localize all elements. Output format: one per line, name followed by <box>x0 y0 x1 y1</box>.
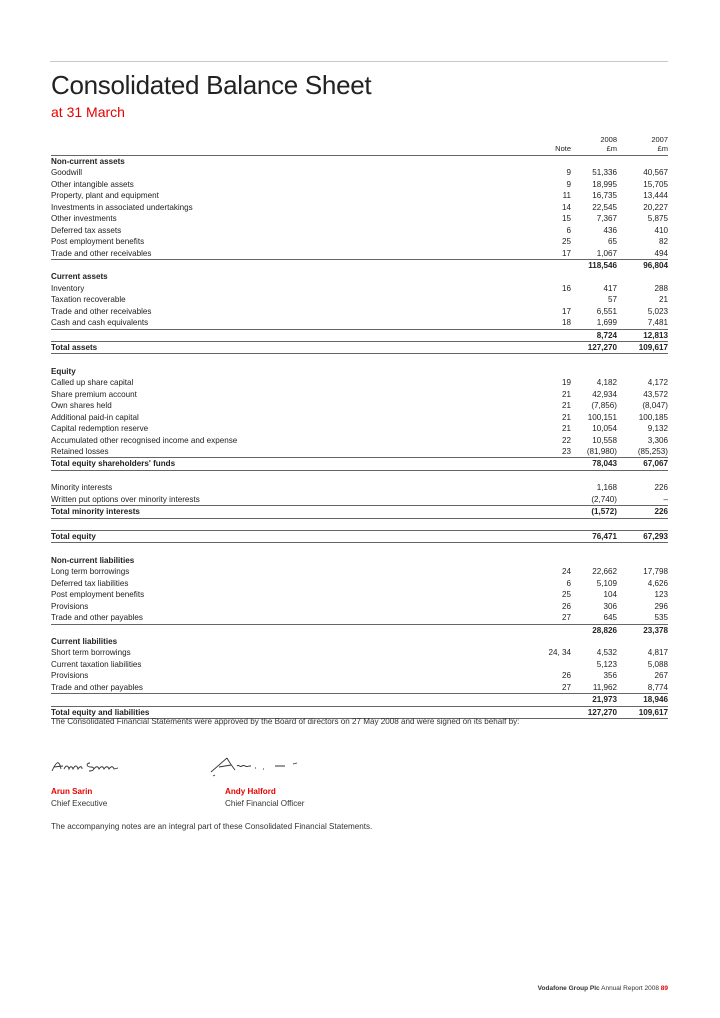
value-2008: 8,724 <box>596 330 617 340</box>
unit-2008-header: £m <box>606 144 617 153</box>
value-2008: 51,336 <box>592 168 617 178</box>
row-note: 21 <box>561 424 571 434</box>
table-row <box>51 670 668 681</box>
section-heading-row <box>51 636 668 647</box>
row-note: 9 <box>566 179 571 189</box>
row-note: 11 <box>562 191 571 201</box>
value-2007: 82 <box>658 237 668 247</box>
spacer-row <box>51 471 668 482</box>
row-label: Taxation recoverable <box>51 295 126 305</box>
table-row <box>51 589 668 600</box>
value-2007: – <box>663 494 668 504</box>
row-label: Total minority interests <box>51 507 140 517</box>
value-2007: 13,444 <box>643 191 668 201</box>
row-label: Provisions <box>51 601 89 611</box>
footer-company: Vodafone Group Plc <box>537 985 600 992</box>
row-label: Cash and cash equivalents <box>51 318 149 328</box>
table-row <box>51 167 668 178</box>
value-2008: 104 <box>603 590 617 600</box>
value-2007: 226 <box>654 483 668 493</box>
row-label: Long term borrowings <box>51 567 130 577</box>
row-note: 25 <box>561 590 571 600</box>
row-label: Trade and other receivables <box>51 248 152 258</box>
value-2007: 3,306 <box>647 435 668 445</box>
year-2007-header: 2007 <box>651 135 668 144</box>
row-note: 17 <box>561 306 571 316</box>
table-row <box>51 482 668 493</box>
row-label: Total equity and liabilities <box>51 707 150 717</box>
spacer-row <box>51 354 668 365</box>
table-row <box>51 330 668 342</box>
value-2007: 21 <box>658 295 668 305</box>
value-2007: 5,875 <box>647 214 668 224</box>
row-note: 26 <box>561 601 571 611</box>
table-row <box>51 306 668 317</box>
table-row <box>51 248 668 260</box>
value-2008: 57 <box>607 295 617 305</box>
value-2007: 96,804 <box>643 260 668 270</box>
table-row <box>51 682 668 694</box>
row-label: Deferred tax assets <box>51 225 122 235</box>
table-row <box>51 213 668 224</box>
row-label: Trade and other payables <box>51 613 143 623</box>
table-row <box>51 400 668 411</box>
section-heading-row <box>51 366 668 377</box>
table-row <box>51 389 668 400</box>
row-label: Minority interests <box>51 483 113 493</box>
table-row <box>51 236 668 247</box>
value-2007: 20,227 <box>643 202 668 212</box>
row-label: Investments in associated undertakings <box>51 202 193 212</box>
page-subtitle: at 31 March <box>51 104 125 120</box>
row-label: Total equity <box>51 532 96 541</box>
table-row <box>51 435 668 446</box>
value-2008: 356 <box>603 671 617 681</box>
value-2008: 22,662 <box>592 567 617 577</box>
value-2008: 10,558 <box>592 435 617 445</box>
value-2007: 9,132 <box>647 424 668 434</box>
value-2007: 40,567 <box>643 168 668 178</box>
row-label: Additional paid-in capital <box>51 412 139 422</box>
table-row <box>51 317 668 329</box>
row-note: 18 <box>561 318 571 328</box>
signatory-2-name: Andy Halford <box>225 787 276 796</box>
value-2007: 4,172 <box>647 378 668 388</box>
page-number: 89 <box>660 985 668 992</box>
value-2007: 109,617 <box>638 707 668 717</box>
table-row <box>51 694 668 706</box>
value-2008: 5,109 <box>596 578 617 588</box>
row-note: 21 <box>561 389 571 399</box>
row-label: Trade and other receivables <box>51 306 152 316</box>
value-2007: 12,813 <box>643 330 668 340</box>
value-2007: 17,798 <box>643 567 668 577</box>
signatory-2-role: Chief Financial Officer <box>225 799 305 808</box>
value-2007: 296 <box>654 601 668 611</box>
row-label: Non-current assets <box>51 157 125 166</box>
value-2007: 410 <box>654 225 668 235</box>
value-2008: 78,043 <box>592 459 617 469</box>
value-2008: (1,572) <box>591 507 617 517</box>
value-2008: 21,973 <box>592 695 617 705</box>
note-column-header: Note <box>555 144 571 153</box>
row-note: 23 <box>561 446 571 456</box>
andy-halford-signature <box>205 752 305 778</box>
row-note: 26 <box>561 671 571 681</box>
value-2007: 4,626 <box>647 578 668 588</box>
value-2008: 7,367 <box>596 214 617 224</box>
signatory-1-role: Chief Executive <box>51 799 108 808</box>
row-note: 27 <box>561 682 571 692</box>
table-row <box>51 225 668 236</box>
row-label: Other intangible assets <box>51 179 134 189</box>
row-note: 24 <box>561 567 571 577</box>
value-2007: 43,572 <box>643 389 668 399</box>
unit-2007-header: £m <box>657 144 668 153</box>
section-heading-row <box>51 555 668 566</box>
value-2007: 535 <box>654 613 668 623</box>
row-label: Capital redemption reserve <box>51 424 149 434</box>
row-label: Total equity shareholders' funds <box>51 459 176 469</box>
value-2007: 109,617 <box>638 343 668 352</box>
table-row <box>51 659 668 670</box>
value-2008: 4,532 <box>596 648 617 658</box>
table-row <box>51 283 668 294</box>
row-label: Post employment benefits <box>51 590 145 600</box>
value-2008: 1,168 <box>596 483 617 493</box>
row-label: Trade and other payables <box>51 682 143 692</box>
row-note: 16 <box>561 283 571 293</box>
row-label: Equity <box>51 366 76 376</box>
table-row <box>51 578 668 589</box>
footer-report: Annual Report 2008 <box>601 985 659 992</box>
page-footer <box>538 985 668 992</box>
row-note: 15 <box>561 214 571 224</box>
value-2007: 494 <box>654 248 668 258</box>
row-label: Provisions <box>51 671 89 681</box>
row-note: 22 <box>561 435 571 445</box>
value-2007: 5,088 <box>647 659 668 669</box>
value-2008: 127,270 <box>587 343 617 352</box>
value-2007: 23,378 <box>643 625 668 635</box>
value-2007: 288 <box>654 283 668 293</box>
row-label: Current liabilities <box>51 636 118 646</box>
table-row <box>51 506 668 518</box>
value-2007: 18,946 <box>643 695 668 705</box>
value-2008: 4,182 <box>596 378 617 388</box>
table-row <box>51 531 668 543</box>
row-label: Inventory <box>51 283 85 293</box>
value-2008: 417 <box>603 283 617 293</box>
approval-statement: The Consolidated Financial Statements were approved by the Board of directors on 27 May 2008 and were signed on its behalf by: <box>51 717 520 726</box>
spacer-row <box>51 543 668 554</box>
table-row <box>51 294 668 305</box>
row-note: 27 <box>561 613 571 623</box>
value-2008: (81,980) <box>586 446 617 456</box>
row-label: Total assets <box>51 343 98 352</box>
value-2008: 42,934 <box>592 389 617 399</box>
section-heading-row <box>51 271 668 282</box>
value-2007: 67,067 <box>643 459 668 469</box>
value-2007: 123 <box>654 590 668 600</box>
row-label: Current taxation liabilities <box>51 659 142 669</box>
table-row <box>51 423 668 434</box>
value-2007: (8,047) <box>642 401 668 411</box>
signatory-1-name: Arun Sarin <box>51 787 93 796</box>
table-row <box>51 202 668 213</box>
row-note: 25 <box>561 237 571 247</box>
value-2008: 22,545 <box>592 202 617 212</box>
row-note: 14 <box>561 202 571 212</box>
value-2008: 127,270 <box>587 707 617 717</box>
value-2008: 1,699 <box>596 318 617 328</box>
row-label: Share premium account <box>51 389 137 399</box>
table-row <box>51 647 668 658</box>
value-2008: (7,856) <box>591 401 617 411</box>
spacer-row <box>51 519 668 531</box>
row-note: 6 <box>566 225 571 235</box>
row-label: Written put options over minority interests <box>51 494 200 504</box>
value-2008: 306 <box>603 601 617 611</box>
value-2008: 5,123 <box>596 659 617 669</box>
table-row <box>51 179 668 190</box>
table-row <box>51 342 668 354</box>
table-row <box>51 446 668 458</box>
value-2008: 11,962 <box>592 682 617 692</box>
row-label: Current assets <box>51 272 108 282</box>
value-2008: 436 <box>603 225 617 235</box>
row-note: 6 <box>566 578 571 588</box>
row-label: Other investments <box>51 214 117 224</box>
value-2008: 6,551 <box>596 306 617 316</box>
table-row <box>51 458 668 470</box>
value-2008: 1,067 <box>596 248 617 258</box>
row-note: 24, 34 <box>548 648 571 658</box>
value-2007: 100,185 <box>638 412 668 422</box>
table-row <box>51 566 668 577</box>
value-2008: 18,995 <box>592 179 617 189</box>
value-2007: 15,705 <box>643 179 668 189</box>
value-2007: 7,481 <box>647 318 668 328</box>
section-heading-row <box>51 156 668 167</box>
value-2008: 16,735 <box>592 191 617 201</box>
value-2008: 645 <box>603 613 617 623</box>
value-2008: 65 <box>607 237 617 247</box>
value-2008: (2,740) <box>591 494 617 504</box>
value-2007: 8,774 <box>647 682 668 692</box>
top-rule <box>50 61 668 62</box>
table-row <box>51 412 668 423</box>
row-label: Non-current liabilities <box>51 555 135 565</box>
row-note: 9 <box>566 168 571 178</box>
row-label: Own shares held <box>51 401 112 411</box>
row-label: Retained losses <box>51 446 109 456</box>
row-label: Goodwill <box>51 168 83 178</box>
value-2008: 28,826 <box>592 625 617 635</box>
value-2007: 5,023 <box>647 306 668 316</box>
page-title: Consolidated Balance Sheet <box>51 70 372 100</box>
value-2008: 100,151 <box>587 412 617 422</box>
table-row <box>51 601 668 612</box>
row-note: 19 <box>561 378 571 388</box>
arun-sarin-signature <box>50 754 120 776</box>
value-2007: 226 <box>654 507 668 517</box>
value-2008: 118,546 <box>588 260 617 270</box>
table-row <box>51 260 668 271</box>
table-row <box>51 625 668 636</box>
row-note: 17 <box>561 248 571 258</box>
row-label: Called up share capital <box>51 378 134 388</box>
row-label: Deferred tax liabilities <box>51 578 129 588</box>
value-2008: 10,054 <box>592 424 617 434</box>
table-row <box>51 377 668 388</box>
row-label: Property, plant and equipment <box>51 191 159 201</box>
value-2007: (85,253) <box>637 446 668 456</box>
year-2008-header: 2008 <box>600 135 617 144</box>
row-label: Short term borrowings <box>51 648 131 658</box>
table-body <box>51 156 668 719</box>
table-row <box>51 494 668 506</box>
value-2007: 67,293 <box>643 532 668 541</box>
notes-statement: The accompanying notes are an integral part of these Consolidated Financial Statements. <box>51 822 373 831</box>
row-label: Post employment benefits <box>51 237 145 247</box>
table-row <box>51 612 668 624</box>
row-label: Accumulated other recognised income and expense <box>51 435 238 445</box>
row-note: 21 <box>561 401 571 411</box>
row-note: 21 <box>561 412 571 422</box>
balance-sheet-table <box>51 133 668 719</box>
value-2007: 4,817 <box>647 648 668 658</box>
table-header <box>51 133 668 155</box>
value-2007: 267 <box>654 671 668 681</box>
value-2008: 76,471 <box>592 532 617 541</box>
table-row <box>51 190 668 201</box>
